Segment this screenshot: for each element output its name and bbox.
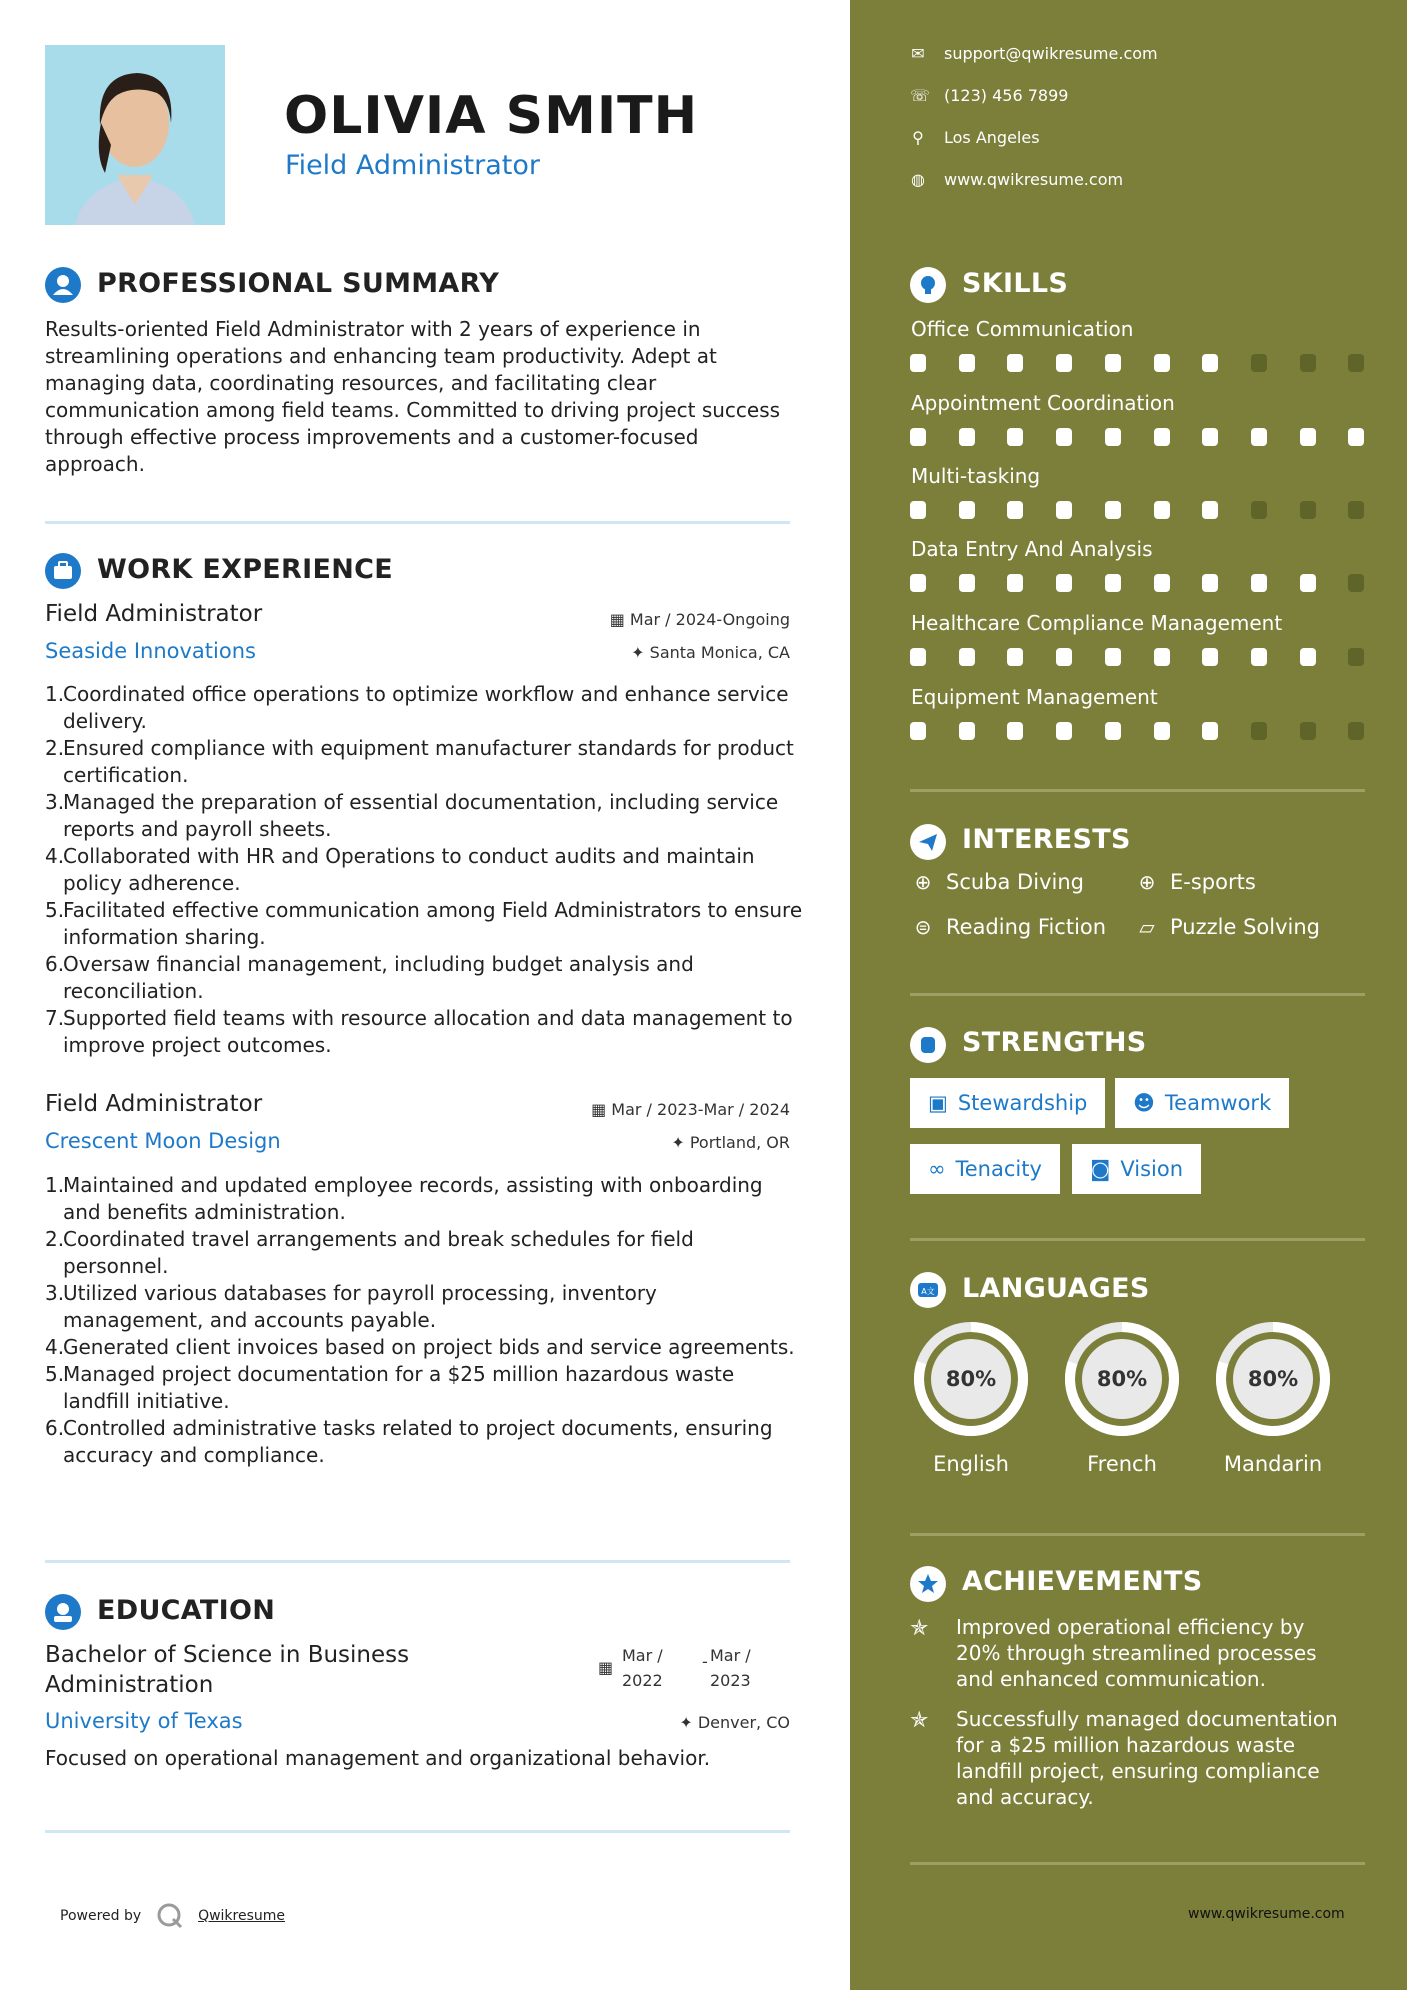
skill-level xyxy=(910,501,1346,521)
skill-dot xyxy=(1202,428,1218,446)
interest-label: Reading Fiction xyxy=(946,915,1107,939)
skill-dot xyxy=(1056,648,1072,666)
skill-dot xyxy=(1348,722,1364,740)
skill-dot xyxy=(910,354,926,372)
phone-icon: ☏ xyxy=(910,86,931,105)
job-location-text: Portland, OR xyxy=(689,1133,790,1152)
list-item: Managed the preparation of essential documentation, including service reports and payroll sheets. xyxy=(63,790,779,841)
interest-item xyxy=(910,915,1106,939)
strength-tag xyxy=(1072,1144,1201,1194)
skill-dot xyxy=(1105,354,1121,372)
skill-level xyxy=(910,648,1346,668)
interest-label: Puzzle Solving xyxy=(1170,915,1320,939)
user-icon xyxy=(45,267,81,303)
strength-label: Tenacity xyxy=(955,1157,1042,1181)
list-item: Coordinated travel arrangements and break schedules for field personnel. xyxy=(63,1227,694,1278)
interest-item xyxy=(1134,915,1320,939)
experience-heading: WORK EXPERIENCE xyxy=(97,554,393,585)
job-title: Field Administrator xyxy=(45,1091,263,1117)
interest-label: E-sports xyxy=(1170,870,1256,894)
job-duties xyxy=(45,1172,803,1469)
skill-dot xyxy=(910,648,926,666)
divider xyxy=(910,1533,1365,1536)
language-percent: 80% xyxy=(945,1367,997,1391)
skill-dot xyxy=(1202,501,1218,519)
contact-phone[interactable] xyxy=(910,86,1068,105)
achievements-heading: ACHIEVEMENTS xyxy=(962,1566,1203,1597)
divider xyxy=(45,521,790,524)
skill-dot xyxy=(1007,648,1023,666)
footer-website[interactable]: www.qwikresume.com xyxy=(1188,1906,1345,1922)
skill-dot xyxy=(1154,354,1170,372)
skill-name: Office Communication xyxy=(911,317,1134,341)
skill-dot xyxy=(1154,722,1170,740)
users-icon: ☻ xyxy=(1133,1091,1155,1115)
skill-dot xyxy=(1202,574,1218,592)
divider xyxy=(910,789,1365,792)
job-dates-text: Mar / 2023-Mar / 2024 xyxy=(611,1100,790,1119)
binoculars-icon: ◙ xyxy=(1090,1157,1111,1181)
end-year: 2023 xyxy=(710,1671,751,1690)
divider xyxy=(45,1830,790,1833)
language-item xyxy=(910,1318,1032,1476)
education-location-text: Denver, CO xyxy=(697,1713,790,1732)
interests-heading: INTERESTS xyxy=(962,824,1131,855)
link-icon: ∞ xyxy=(928,1157,946,1181)
education-heading: EDUCATION xyxy=(97,1595,276,1626)
skill-dot xyxy=(1300,648,1316,666)
skill-dot xyxy=(1056,722,1072,740)
skill-level xyxy=(910,722,1346,742)
pin-icon: ✦ xyxy=(631,643,650,662)
job-location xyxy=(671,1133,790,1152)
skill-dot xyxy=(1105,501,1121,519)
list-item: Ensured compliance with equipment manufacturer standards for product certification. xyxy=(63,736,794,787)
skill-dot xyxy=(1348,354,1364,372)
strength-tag xyxy=(1115,1078,1289,1128)
map-pin-icon: ⚲ xyxy=(912,128,924,147)
skill-dot xyxy=(1300,354,1316,372)
skill-dot xyxy=(1154,574,1170,592)
pin-icon: ✦ xyxy=(671,1133,690,1152)
skill-dot xyxy=(1300,501,1316,519)
skill-dot xyxy=(1348,428,1364,446)
list-item: Supported field teams with resource allocation and data management to improve project outcomes. xyxy=(63,1006,793,1057)
lifebuoy-icon: ⊕ xyxy=(1138,870,1156,894)
contact-location-text: Los Angeles xyxy=(944,128,1040,147)
skill-dot xyxy=(1251,574,1267,592)
interest-item xyxy=(910,870,1084,894)
skills-heading: SKILLS xyxy=(962,268,1069,299)
profile-photo xyxy=(45,45,225,225)
skill-level xyxy=(910,428,1346,448)
skill-dot xyxy=(959,648,975,666)
interest-label: Scuba Diving xyxy=(946,870,1084,894)
skill-dot xyxy=(959,501,975,519)
skill-dot xyxy=(910,574,926,592)
list-item: Facilitated effective communication among Field Administrators to ensure information sharing. xyxy=(63,898,803,949)
skill-dot xyxy=(1251,501,1267,519)
list-item: Oversaw financial management, including budget analysis and reconciliation. xyxy=(63,952,694,1003)
skill-dot xyxy=(1056,501,1072,519)
fist-icon xyxy=(910,1027,946,1063)
end-month: Mar / xyxy=(710,1646,751,1665)
skill-dot xyxy=(1202,722,1218,740)
start-year: 2022 xyxy=(622,1671,663,1690)
skill-dot xyxy=(1105,722,1121,740)
contact-phone-text: (123) 456 7899 xyxy=(944,86,1069,105)
interest-item xyxy=(1134,870,1256,894)
star-icon: ✯ xyxy=(910,1708,929,1733)
education-description: Focused on operational management and organizational behavior. xyxy=(45,1746,711,1770)
job-location-text: Santa Monica, CA xyxy=(649,643,790,662)
contact-location xyxy=(910,128,1040,147)
skill-dot xyxy=(1300,428,1316,446)
language-item xyxy=(1061,1318,1183,1476)
brand-link[interactable]: Qwikresume xyxy=(198,1908,286,1924)
job-title: Field Administrator xyxy=(45,601,263,627)
achievement-item xyxy=(910,1614,1350,1692)
list-item: Coordinated office operations to optimize workflow and enhance service delivery. xyxy=(63,682,789,733)
globe-icon: ◍ xyxy=(911,170,925,189)
list-item: Maintained and updated employee records, assisting with onboarding and benefits administration. xyxy=(63,1173,763,1224)
degree: Bachelor of Science in Business Administration xyxy=(45,1642,410,1698)
language-item xyxy=(1212,1318,1334,1476)
powered-by-label: Powered by xyxy=(60,1908,142,1924)
language-icon xyxy=(910,1272,946,1308)
graduate-icon xyxy=(45,1594,81,1630)
list-item: Generated client invoices based on project bids and service agreements. xyxy=(63,1335,795,1359)
date-separator: - xyxy=(702,1652,708,1671)
strength-tag xyxy=(910,1144,1060,1194)
skill-dot xyxy=(959,354,975,372)
list-item: Controlled administrative tasks related to project documents, ensuring accuracy and compliance. xyxy=(63,1416,773,1467)
achievement-item xyxy=(910,1706,1350,1810)
skill-name: Data Entry And Analysis xyxy=(911,537,1153,561)
star-badge-icon xyxy=(910,1566,946,1602)
contact-website-text: www.qwikresume.com xyxy=(944,170,1124,189)
start-month: Mar / xyxy=(622,1646,663,1665)
language-percent: 80% xyxy=(1096,1367,1148,1391)
strength-label: Teamwork xyxy=(1164,1091,1272,1115)
language-name: English xyxy=(933,1452,1009,1476)
skill-dot xyxy=(1251,354,1267,372)
book-icon: ▱ xyxy=(1139,915,1155,939)
skill-dot xyxy=(1154,648,1170,666)
skill-dot xyxy=(1348,574,1364,592)
job-duties xyxy=(45,681,803,1059)
skill-dot xyxy=(1348,648,1364,666)
list-item: Managed project documentation for a $25 million hazardous waste landfill initiative. xyxy=(63,1362,735,1413)
language-percent: 80% xyxy=(1247,1367,1299,1391)
skill-dot xyxy=(1007,501,1023,519)
skill-dot xyxy=(1251,428,1267,446)
skill-dot xyxy=(1056,574,1072,592)
contact-email[interactable] xyxy=(910,44,1158,63)
skill-dot xyxy=(959,722,975,740)
skill-dot xyxy=(1251,648,1267,666)
achievement-text: Successfully managed documentation for a $25 million hazardous waste landfill project, ensuring compliance and accuracy. xyxy=(956,1707,1338,1809)
pin-icon: ✦ xyxy=(679,1713,698,1732)
svg-text:A文: A文 xyxy=(921,1287,935,1296)
skill-dot xyxy=(959,574,975,592)
skill-dot xyxy=(1007,428,1023,446)
lightbulb-icon xyxy=(910,267,946,303)
list-item: Collaborated with HR and Operations to conduct audits and maintain policy adherence. xyxy=(63,844,755,895)
skill-dot xyxy=(1105,648,1121,666)
skill-name: Appointment Coordination xyxy=(911,391,1175,415)
job-dates xyxy=(591,1100,790,1119)
divider xyxy=(45,1560,790,1563)
contact-website[interactable] xyxy=(910,170,1123,189)
skill-level xyxy=(910,574,1346,594)
school: University of Texas xyxy=(45,1709,243,1733)
language-ring xyxy=(910,1318,1032,1440)
skill-dot xyxy=(1007,354,1023,372)
languages-heading: LANGUAGES xyxy=(962,1273,1150,1304)
briefcase-icon xyxy=(45,553,81,589)
lifebuoy-icon: ⊕ xyxy=(914,870,932,894)
envelope-icon: ✉ xyxy=(911,44,925,63)
calendar-icon: ▦ xyxy=(591,1100,612,1119)
divider xyxy=(910,1862,1365,1865)
gamepad-icon: ⊜ xyxy=(914,915,932,939)
job-dates xyxy=(610,610,790,629)
sidebar xyxy=(850,0,1407,1990)
skill-level xyxy=(910,354,1346,374)
strength-label: Vision xyxy=(1120,1157,1184,1181)
skill-dot xyxy=(1056,354,1072,372)
skill-dot xyxy=(1056,428,1072,446)
brand-logo-icon xyxy=(156,1902,184,1930)
divider xyxy=(910,993,1365,996)
skill-dot xyxy=(910,428,926,446)
candidate-name: OLIVIA SMITH xyxy=(284,86,699,146)
powered-by xyxy=(60,1902,285,1930)
strengths-heading: STRENGTHS xyxy=(962,1027,1147,1058)
language-ring xyxy=(1061,1318,1183,1440)
achievement-text: Improved operational efficiency by 20% through streamlined processes and enhanced communication. xyxy=(956,1615,1317,1691)
language-name: Mandarin xyxy=(1223,1452,1323,1476)
skill-dot xyxy=(910,722,926,740)
skill-name: Equipment Management xyxy=(911,685,1158,709)
strength-label: Stewardship xyxy=(957,1091,1088,1115)
candidate-title: Field Administrator xyxy=(285,150,540,181)
language-name: French xyxy=(1087,1452,1157,1476)
skill-dot xyxy=(1105,574,1121,592)
calendar-icon: ▦ xyxy=(598,1658,614,1677)
contact-email-text: support@qwikresume.com xyxy=(944,44,1158,63)
language-ring xyxy=(1212,1318,1334,1440)
star-icon: ✯ xyxy=(910,1616,929,1641)
job-company: Seaside Innovations xyxy=(45,639,256,663)
summary-text: Results-oriented Field Administrator with 2 years of experience in streamlining operations and enhancing team productivity. Adept at managing data, coordinating resources, and facilitating clear communication among field teams. Committed to driving project success through effective process improvements and a customer-focused approach. xyxy=(45,317,781,476)
divider xyxy=(910,1238,1365,1241)
skill-dot xyxy=(1202,354,1218,372)
skill-dot xyxy=(1300,722,1316,740)
calendar-icon: ▦ xyxy=(609,610,630,629)
skill-dot xyxy=(1300,574,1316,592)
education-location xyxy=(679,1713,790,1732)
skill-dot xyxy=(1154,501,1170,519)
briefcase-icon: ▣ xyxy=(928,1091,948,1115)
skill-dot xyxy=(1154,428,1170,446)
skill-dot xyxy=(1251,722,1267,740)
skill-name: Healthcare Compliance Management xyxy=(911,611,1283,635)
skill-dot xyxy=(1105,428,1121,446)
skill-dot xyxy=(959,428,975,446)
job-location xyxy=(631,643,790,662)
summary-heading: PROFESSIONAL SUMMARY xyxy=(97,268,500,299)
skill-dot xyxy=(1007,574,1023,592)
list-item: Utilized various databases for payroll processing, inventory management, and accounts payable. xyxy=(63,1281,657,1332)
skill-dot xyxy=(1007,722,1023,740)
skill-name: Multi-tasking xyxy=(911,464,1041,488)
skill-dot xyxy=(910,501,926,519)
job-company: Crescent Moon Design xyxy=(45,1129,281,1153)
skill-dot xyxy=(1202,648,1218,666)
job-dates-text: Mar / 2024-Ongoing xyxy=(629,610,790,629)
strength-tag xyxy=(910,1078,1105,1128)
skill-dot xyxy=(1348,501,1364,519)
paper-plane-icon xyxy=(910,824,946,860)
